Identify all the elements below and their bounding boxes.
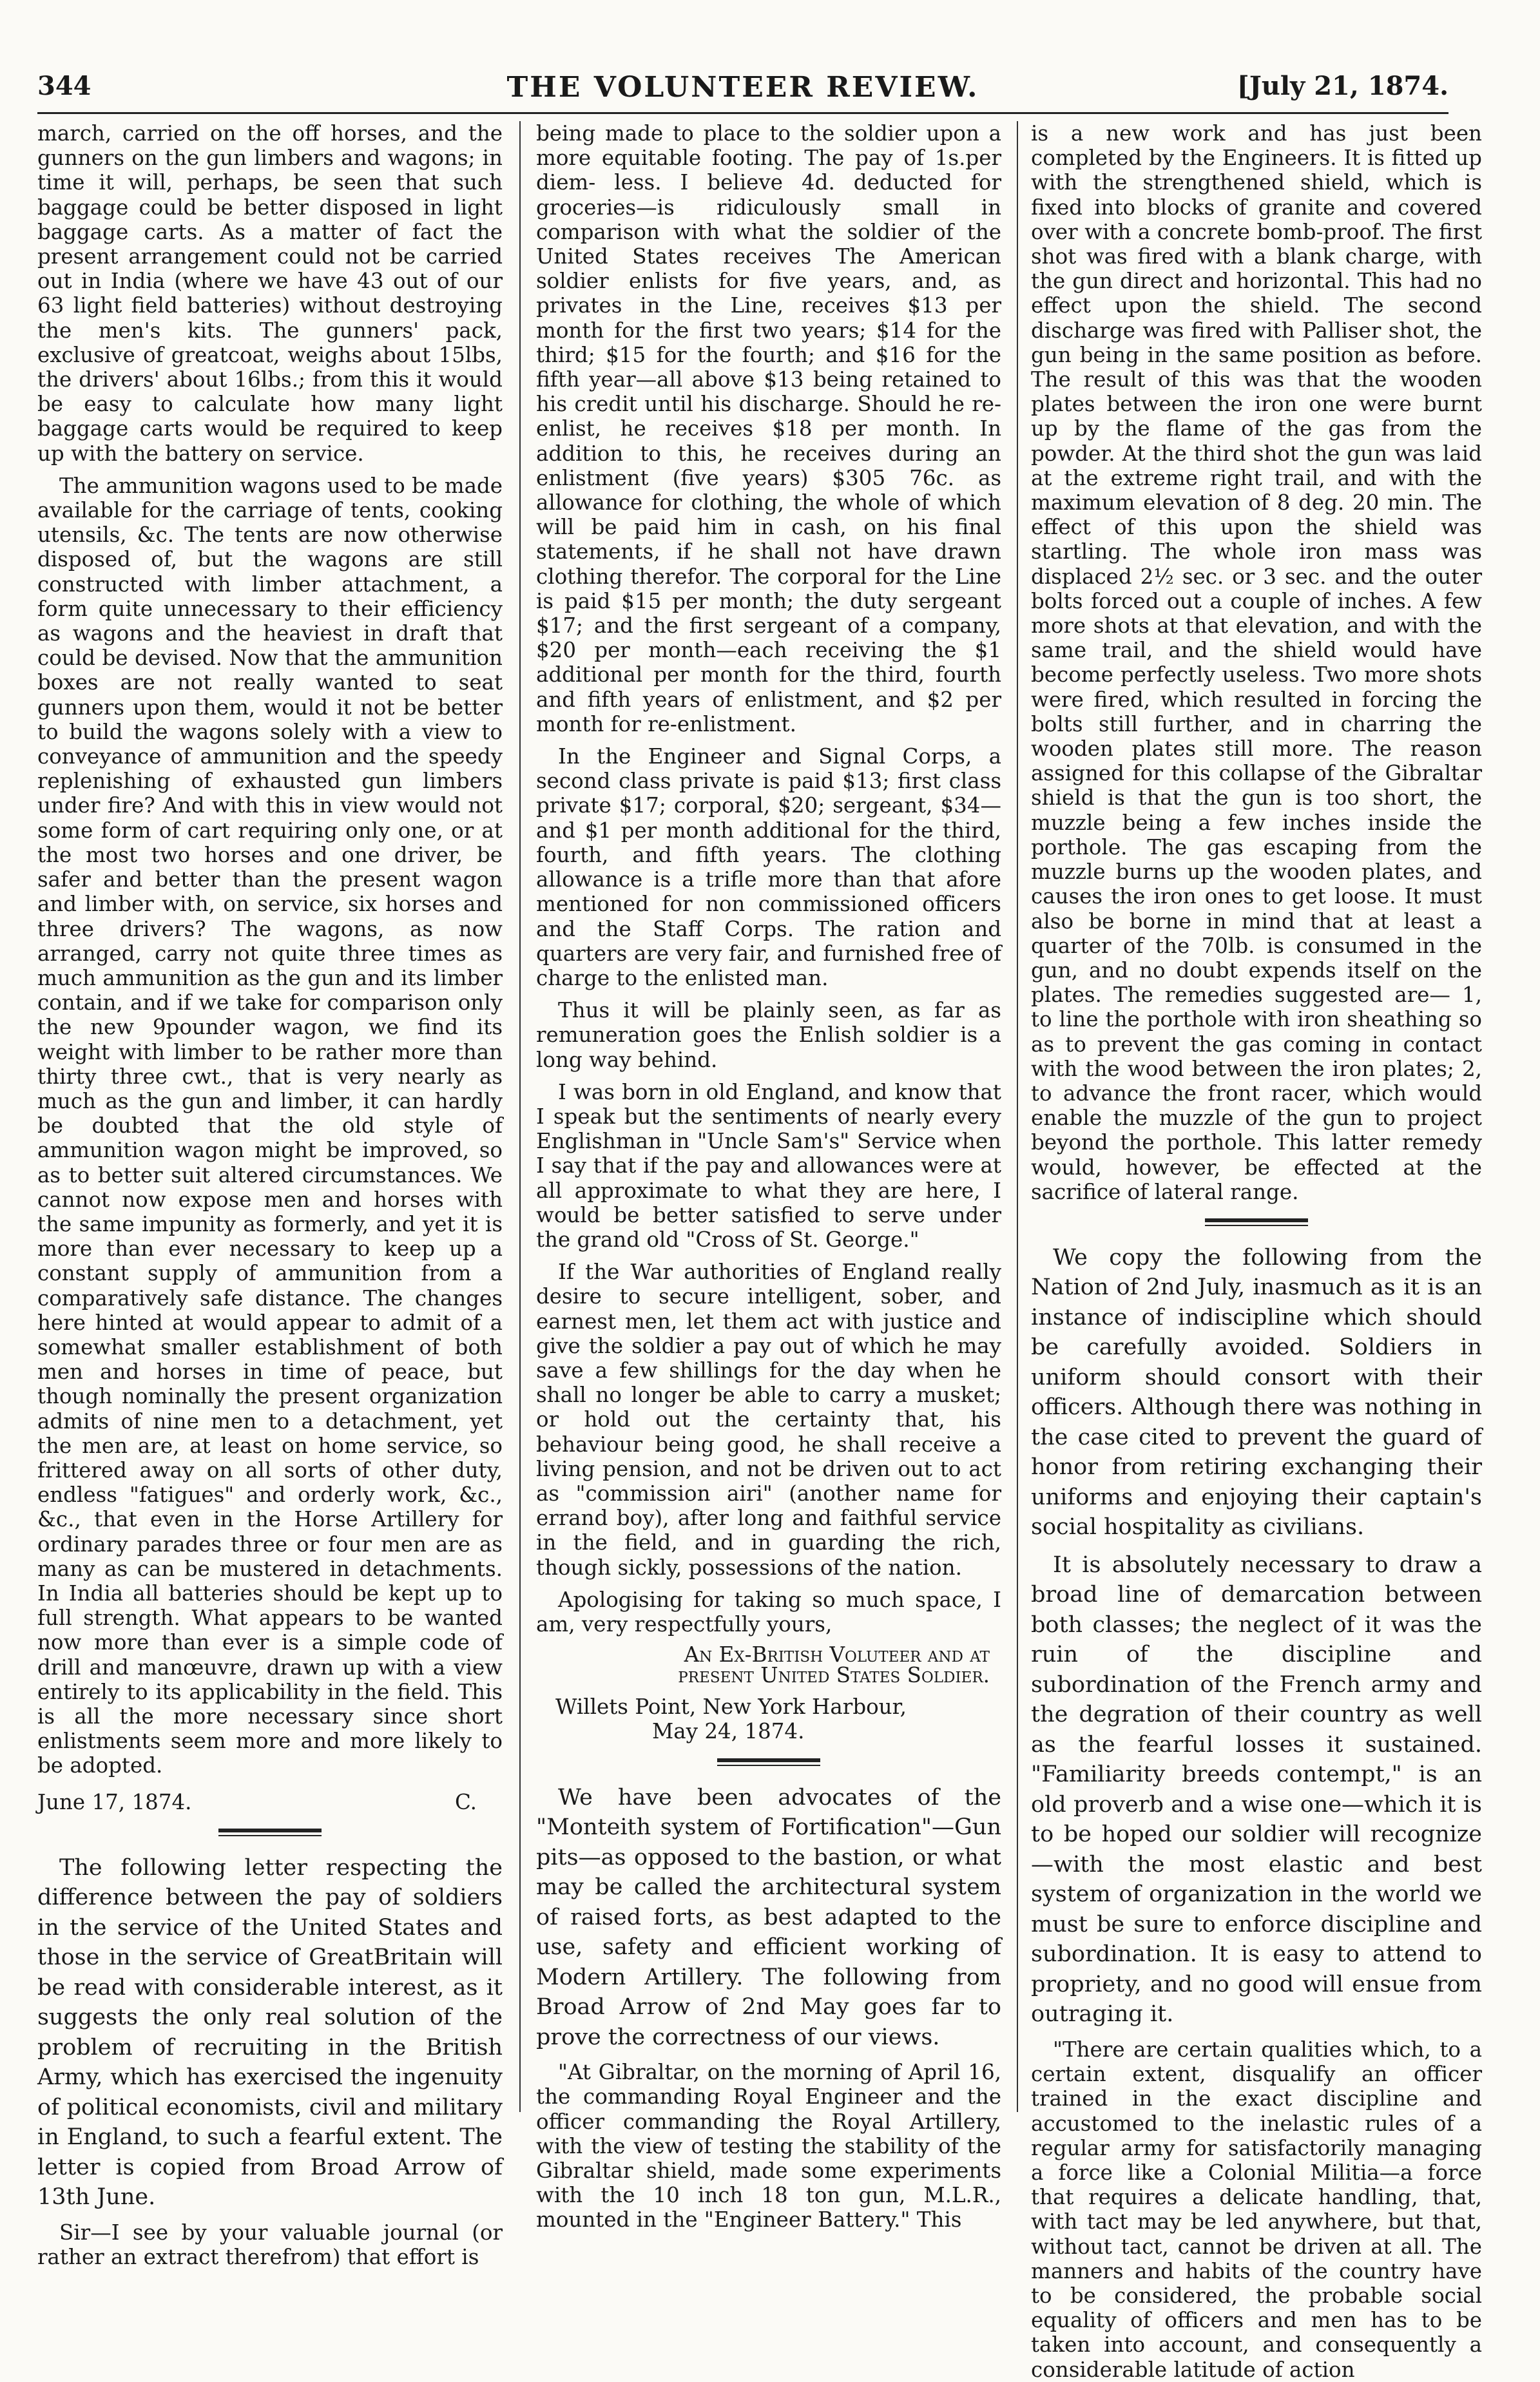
- signoff-line: present United States Soldier.: [678, 1663, 990, 1688]
- signature-line: [37, 1790, 503, 1814]
- section-divider: [1205, 1218, 1308, 1226]
- paragraph: It is absolutely necessary to draw a broad line of demarcation between both classes; the neglect of it was the ruin of the discipline and subordination of the French army and the degration of their country as well as the fearful losses it sustained. "Familiarity breeds contempt," is an old proverb and a wise one—which it is to be hoped our soldier will recognize—with the most elastic and best system of organization in the world we must be sure to enforce discipline and subordination. It is easy to attend to propriety, and no good will ensue from outraging it.: [1031, 1551, 1482, 2028]
- paragraph: We have been advocates of the "Monteith system of Fortification"—Gun pits—as opposed to the bastion, or what may be called the architectural system of raised forts, as best adapted to the use, safety and efficient working of Modern Artillery. The following from Broad Arrow of 2nd May goes far to prove the correctness of our views.: [536, 1784, 1001, 2050]
- paragraph: being made to place to the soldier upon a more equitable footing. The pay of 1s.per diem- less. I believe 4d. deducted for groceries—is ridiculously small in comparison with what the soldier of the United States receives The American soldier enlists for five years, and, as privates in the Line, receives $13 per month for the first two years; $14 for the third; $15 for the fourth; and $16 for the fifth year—all above $13 being retained to his credit until his discharge. Should he re-enlist, he receives $18 per month. In addition to this, he receives during an enlistment (five years) $305 76c. as allowance for clothing, the whole of which will be paid him in cash, on his final statements, if he shall not have drawn clothing therefor. The corporal for the Line is paid $15 per month; the duty sergeant $17; and the first sergeant of a company, $20 per month—each receiving the $1 additional per month for the third, fourth and fifth years of enlistment, and $2 per month for re-enlistment.: [536, 121, 1001, 736]
- page-header: [37, 71, 1449, 108]
- page-number: 344: [37, 71, 91, 101]
- letter-dateline: [555, 1695, 1001, 1743]
- paragraph: Apologising for taking so much space, I am, very respectfully yours,: [536, 1587, 1001, 1637]
- issue-date: [July 21, 1874.: [1237, 71, 1449, 101]
- paragraph: "At Gibraltar, on the morning of April 16, the commanding Royal Engineer and the officer commanding the Royal Artillery, with the view of testing the stability of the Gibraltar shield, made some experiments with the 10 inch 18 ton gun, M.L.R., mounted in the "Engineer Battery." This: [536, 2060, 1001, 2233]
- paragraph: I was born in old England, and know that I speak but the sentiments of nearly every Englishman in "Uncle Sam's" Service when I say that if the pay and allowances were at all approximate to what they are here, I would be better satisfied to serve under the grand old "Cross of St. George.": [536, 1079, 1001, 1252]
- section-divider: [717, 1758, 820, 1766]
- paragraph: In the Engineer and Signal Corps, a second class private is paid $13; first class private $17; corporal, $20; sergeant, $34—and $1 per month additional for the third, fourth, and fifth years. The clothing allowance is a trifle more than that afore mentioned for non commissioned officers and the Staff Corps. The ration and quarters are very fair, and furnished free of charge to the enlisted man.: [536, 744, 1001, 990]
- dateline-date: May 24, 1874.: [652, 1719, 805, 1744]
- paragraph: The following letter respecting the difference between the pay of soldiers in the service of the United States and those in the service of GreatBritain will be read with considerable interest, as it suggests the only real solution of the problem of recruiting in the British Army, which has exercised the ingenuity of political economists, civil and military in England, to such a fearful extent. The letter is copied from Broad Arrow of 13th June.: [37, 1854, 503, 2211]
- column-3: [1031, 121, 1482, 2382]
- paragraph: We copy the following from the Nation of 2nd July, inasmuch as it is an instance of indiscipline which should be carefully avoided. Soldiers in uniform should consort with their officers. Although there was nothing in the case cited to prevent the guard of honor from retiring exchanging their uniforms and enjoying their captain's social hospitality as civilians.: [1031, 1244, 1482, 1541]
- paragraph: march, carried on the off horses, and the gunners on the gun limbers and wagons; in time it will, perhaps, be seen that such baggage could be better disposed in light baggage carts. As a matter of fact the present arrangement could not be carried out in India (where we have 43 out of our 63 light field batteries) without destroying the men's kits. The gunners' pack, exclusive of greatcoat, weighs about 15lbs, the drivers' about 16lbs.; from this it would be easy to calculate how many light baggage carts would be required to keep up with the battery on service.: [37, 121, 503, 466]
- section-divider: [218, 1829, 322, 1836]
- signature-date: June 17, 1874.: [37, 1789, 192, 1814]
- header-rule: [37, 112, 1449, 114]
- column-rule-1: [519, 121, 521, 2112]
- signature-initial: C.: [454, 1789, 477, 1814]
- column-2: [536, 121, 1001, 2233]
- signoff-line: An Ex-British Voluteer and at: [684, 1642, 990, 1667]
- paragraph: is a new work and has just been completed by the Engineers. It is fitted up with the strengthened shield, which is fixed into blocks of granite and covered over with a concrete bomb-proof. The first shot was fired with a blank charge, with the gun direct and horizontal. This had no effect upon the shield. The second discharge was fired with Palliser shot, the gun being in the same position as before. The result of this was that the wooden plates between the iron one were burnt up by the flame of the gas from the powder. At the third shot the gun was laid at the extreme right trail, and with the maximum elevation of 8 deg. 20 min. The effect of this upon the shield was startling. The whole iron mass was displaced 2½ sec. or 3 sec. and the outer bolts forced out a couple of inches. A few more shots at that elevation, and with the same trail, and the shield would have become perfectly useless. Two more shots were fired, which resulted in forcing the bolts still further, and in charring the wooden plates still more. The reason assigned for this collapse of the Gibraltar shield is that the gun is too short, the muzzle being a few inches inside the porthole. The gas escaping from the muzzle burns up the wooden plates, and causes the iron ones to get loose. It must also be borne in mind that at least a quarter of the 70lb. is consumed in the gun, and no doubt expends itself on the plates. The remedies suggested are— 1, to line the porthole with iron sheathing so as to prevent the gas coming in contact with the wood between the iron plates; 2, to advance the front racer, which would enable the muzzle of the gun to project beyond the porthole. This latter remedy would, however, be effected at the sacrifice of lateral range.: [1031, 121, 1482, 1204]
- publication-title: THE VOLUNTEER REVIEW.: [506, 71, 979, 104]
- paragraph: If the War authorities of England really desire to secure intelligent, sober, and earnest men, let them act with justice and give the soldier a pay out of which he may save a few shillings for the day when he shall no longer be able to carry a musket; or hold out the certainty that, his behaviour being good, he shall receive a living pension, and not be driven out to act as "commission airi" (another name for errand boy), after long and faithful service in the field, and in guarding the rich, though sickly, possessions of the nation.: [536, 1260, 1001, 1580]
- column-1: [37, 121, 503, 2270]
- column-rule-2: [1017, 121, 1018, 2112]
- letter-signoff: [536, 1644, 1001, 1686]
- paragraph: The ammunition wagons used to be made available for the carriage of tents, cooking utensils, &c. The tents are now otherwise disposed of, but the wagons are still constructed with limber attachment, a form quite unnecessary to their efficiency as wagons and the heaviest in draft that could be devised. Now that the ammunition boxes are not really wanted to seat gunners upon them, would it not be better to build the wagons solely with a view to conveyance of ammunition and the speedy replenishing of exhausted gun limbers under fire? And with this in view would not some form of cart requiring only one, or at the most two horses and one driver, be safer and better than the present wagon and limber with, on service, six horses and three drivers? The wagons, as now arranged, carry not quite three times as much ammunition as the gun and its limber contain, and if we take for comparison only the new 9pounder wagon, we find its weight with limber to be rather more than thirty three cwt., that is very nearly as much as the gun and limber, it can hardly be doubted that the old style of ammunition wagon might be improved, so as to better suit altered circumstances. We cannot now expose men and horses with the same impunity as formerly, and yet it is more than ever necessary to keep up a constant supply of ammunition from a comparatively safe distance. The changes here hinted at would appear to admit of a somewhat smaller establishment of both men and horses in time of peace, but though nominally the present organization admits of nine men to a detachment, yet the men are, at least on home service, so frittered away on all sorts of other duty, endless "fatigues" and orderly work, &c., &c., that even in the Horse Artillery for ordinary parades three or four men are as many as can be mustered in detachments. In India all batteries should be kept up to full strength. What appears to be wanted now more than ever is a simple code of drill and manœuvre, drawn up with a view entirely to its applicability in the field. This is all the more necessary since short enlistments seem more and more likely to be adopted.: [37, 473, 503, 1778]
- paragraph: Thus it will be plainly seen, as far as remuneration goes the Enlish soldier is a long way behind.: [536, 998, 1001, 1072]
- paragraph: Sir—I see by your valuable journal (or rather an extract therefrom) that effort is: [37, 2220, 503, 2270]
- dateline-place: Willets Point, New York Harbour,: [555, 1695, 907, 1720]
- paragraph: "There are certain qualities which, to a certain extent, disqualify an officer trained in the exact discipline and accustomed to the inelastic rules of a regular army for satisfactorily managing a force like a Colonial Militia—a force that requires a delicate handling, that, with tact may be led anywhere, but that, without tact, cannot be driven at all. The manners and habits of the country have to be considered, the probable social equality of officers and men has to be taken into account, and consequently a considerable latitude of action: [1031, 2037, 1482, 2382]
